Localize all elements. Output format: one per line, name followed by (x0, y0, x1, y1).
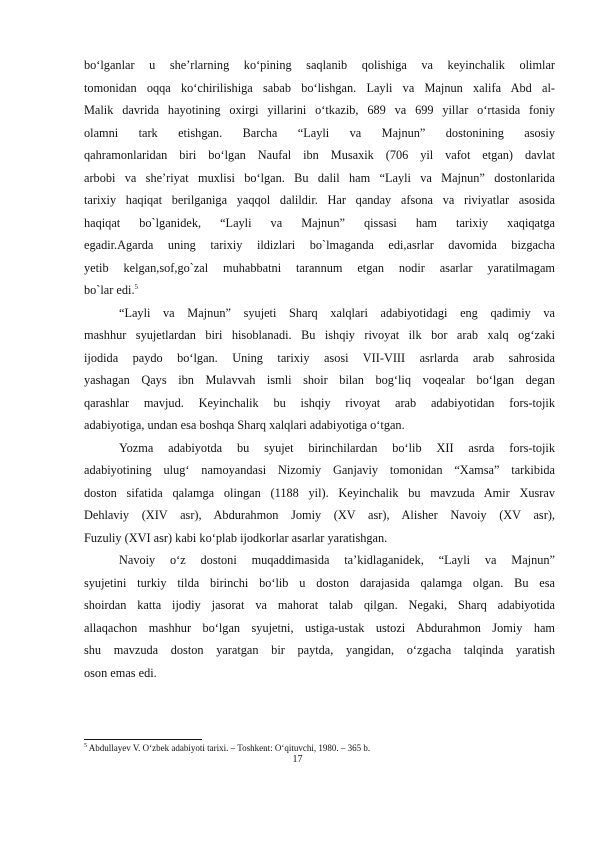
paragraph-line (84, 459, 555, 482)
line-text: ijodida paydo bo‘lgan. Uning tarixiy asosi VII-VIII asrlarda arab sahrosida (84, 350, 555, 365)
line-text: qahramonlaridan biri bo‘lgan Naufal ibn Musaxik (706 yil vafot etgan) davlat (84, 148, 555, 162)
line-text: “Layli va Majnun” syujeti Sharq xalqlari adabiyotidagi eng qadimiy va (119, 305, 555, 320)
line-text: shu mavzuda doston yaratgan bir paytda, yangidan, o‘zgacha talqinda yaratish (84, 643, 555, 657)
line-text: adabiyotining ulug‘ namoyandasi Nizomiy Ganjaviy tomonidan “Xamsa” tarkibida (84, 463, 555, 477)
line-text: olamni tark etishgan. Barcha “Layli va Majnun” dostonining asosiy (84, 125, 555, 140)
paragraph-line (84, 189, 555, 212)
paragraph-line (84, 617, 555, 640)
line-text: shoirdan katta ijodiy jasorat va mahorat talab qilgan. Negaki, Sharq adabiyotida (84, 598, 555, 612)
line-text: yetib kelgan,sof,go`zal muhabbatni tarannum etgan nodir asarlar yaratilmagam (84, 260, 555, 275)
paragraph-line (84, 369, 555, 392)
line-text: allaqachon mashhur bo‘lgan syujetni, ustiga-ustak ustozi Abdurahmon Jomiy ham (84, 620, 555, 635)
paragraph-line (84, 144, 555, 167)
paragraph-line (84, 99, 555, 122)
line-text: yashagan Qays ibn Mulavvah ismli shoir bilan bog‘liq voqealar bo‘lgan degan (84, 373, 555, 387)
line-text: arbobi va she’riyat muxlisi bo‘lgan. Bu dalil ham “Layli va Majnun” dostonlarida (84, 170, 555, 185)
paragraph-line (84, 167, 555, 190)
paragraph-line (84, 347, 555, 370)
paragraph-line (84, 662, 555, 685)
paragraph-line (84, 639, 555, 662)
paragraph-line (84, 392, 555, 415)
page-number: 17 (292, 754, 303, 765)
line-text: egadir.Agarda uning tarixiy ildizlari bo`lmaganda edi,asrlar davomida bizgacha (84, 238, 555, 252)
line-text: Dehlaviy (XIV asr), Abdurahmon Jomiy (XV asr), Alisher Navoiy (XV asr), (84, 508, 555, 522)
paragraph-line (84, 257, 555, 280)
footnote-text: Abdullayev V. O‘zbek adabiyoti tarixi. – Toshkent: O‘qituvchi, 1980. – 365 b. (88, 743, 371, 753)
footnote-marker: 5 (84, 743, 87, 749)
line-text: oson emas edi. (84, 665, 157, 680)
line-text: mashhur syujetlardan biri hisoblanadi. Bu ishqiy rivoyat ilk bor arab xalq og‘zaki (84, 328, 555, 342)
paragraph-line (84, 279, 555, 302)
body-text (84, 54, 555, 684)
footnote (84, 742, 370, 754)
paragraph-line (84, 527, 555, 550)
line-text: bo`lar edi. (84, 283, 135, 297)
paragraph-line (84, 302, 555, 325)
paragraph-line (84, 437, 555, 460)
footnote-reference: 5 (134, 282, 139, 291)
line-text: Malik davrida hayotining oxirgi yillarini o‘tkazib, 689 va 699 yillar o‘rtasida foniy (84, 103, 555, 117)
line-text: Fuzuliy (XVI asr) kabi ko‘plab ijodkorlar asarlar yaratishgan. (84, 530, 388, 545)
line-text: qarashlar mavjud. Keyinchalik bu ishqiy rivoyat arab adabiyotidan fors-tojik (84, 395, 555, 410)
paragraph-line (84, 234, 555, 257)
line-text: tarixiy haqiqat berilganiga yaqqol dalildir. Har qanday afsona va riviyatlar asosida (84, 193, 555, 207)
paragraph-line (84, 549, 555, 572)
line-text: haqiqat bo`lganidek, “Layli va Majnun” qissasi ham tarixiy xaqiqatga (84, 215, 555, 230)
line-text: tomonidan oqqa ko‘chirilishiga sabab bo‘lishgan. Layli va Majnun xalifa Abd al- (84, 80, 555, 95)
paragraph-line (84, 482, 555, 505)
line-text: doston sifatida qalamga olingan (1188 yil). Keyinchalik bu mavzuda Amir Xusrav (84, 485, 555, 500)
paragraph-line (84, 77, 555, 100)
paragraph-line (84, 594, 555, 617)
line-text: syujetini turkiy tilda birinchi bo‘lib u doston darajasida qalamga olgan. Bu esa (84, 575, 555, 590)
line-text: adabiyotiga, undan esa boshqa Sharq xalqlari adabiyotiga o‘tgan. (84, 418, 405, 432)
paragraph-line (84, 324, 555, 347)
line-text: bo‘lganlar u she’rlarning ko‘pining saqlanib qolishiga va keyinchalik olimlar (84, 58, 555, 72)
paragraph-line (84, 212, 555, 235)
paragraph-line (84, 572, 555, 595)
paragraph-line (84, 504, 555, 527)
paragraph-line (84, 122, 555, 145)
footnote-separator (84, 739, 202, 740)
paragraph-line (84, 414, 555, 437)
line-text: Yozma adabiyotda bu syujet birinchilardan bo‘lib XII asrda fors-tojik (119, 440, 555, 455)
line-text: Navoiy o‘z dostoni muqaddimasida ta’kidlaganidek, “Layli va Majnun” (119, 553, 555, 567)
paragraph-line (84, 54, 555, 77)
